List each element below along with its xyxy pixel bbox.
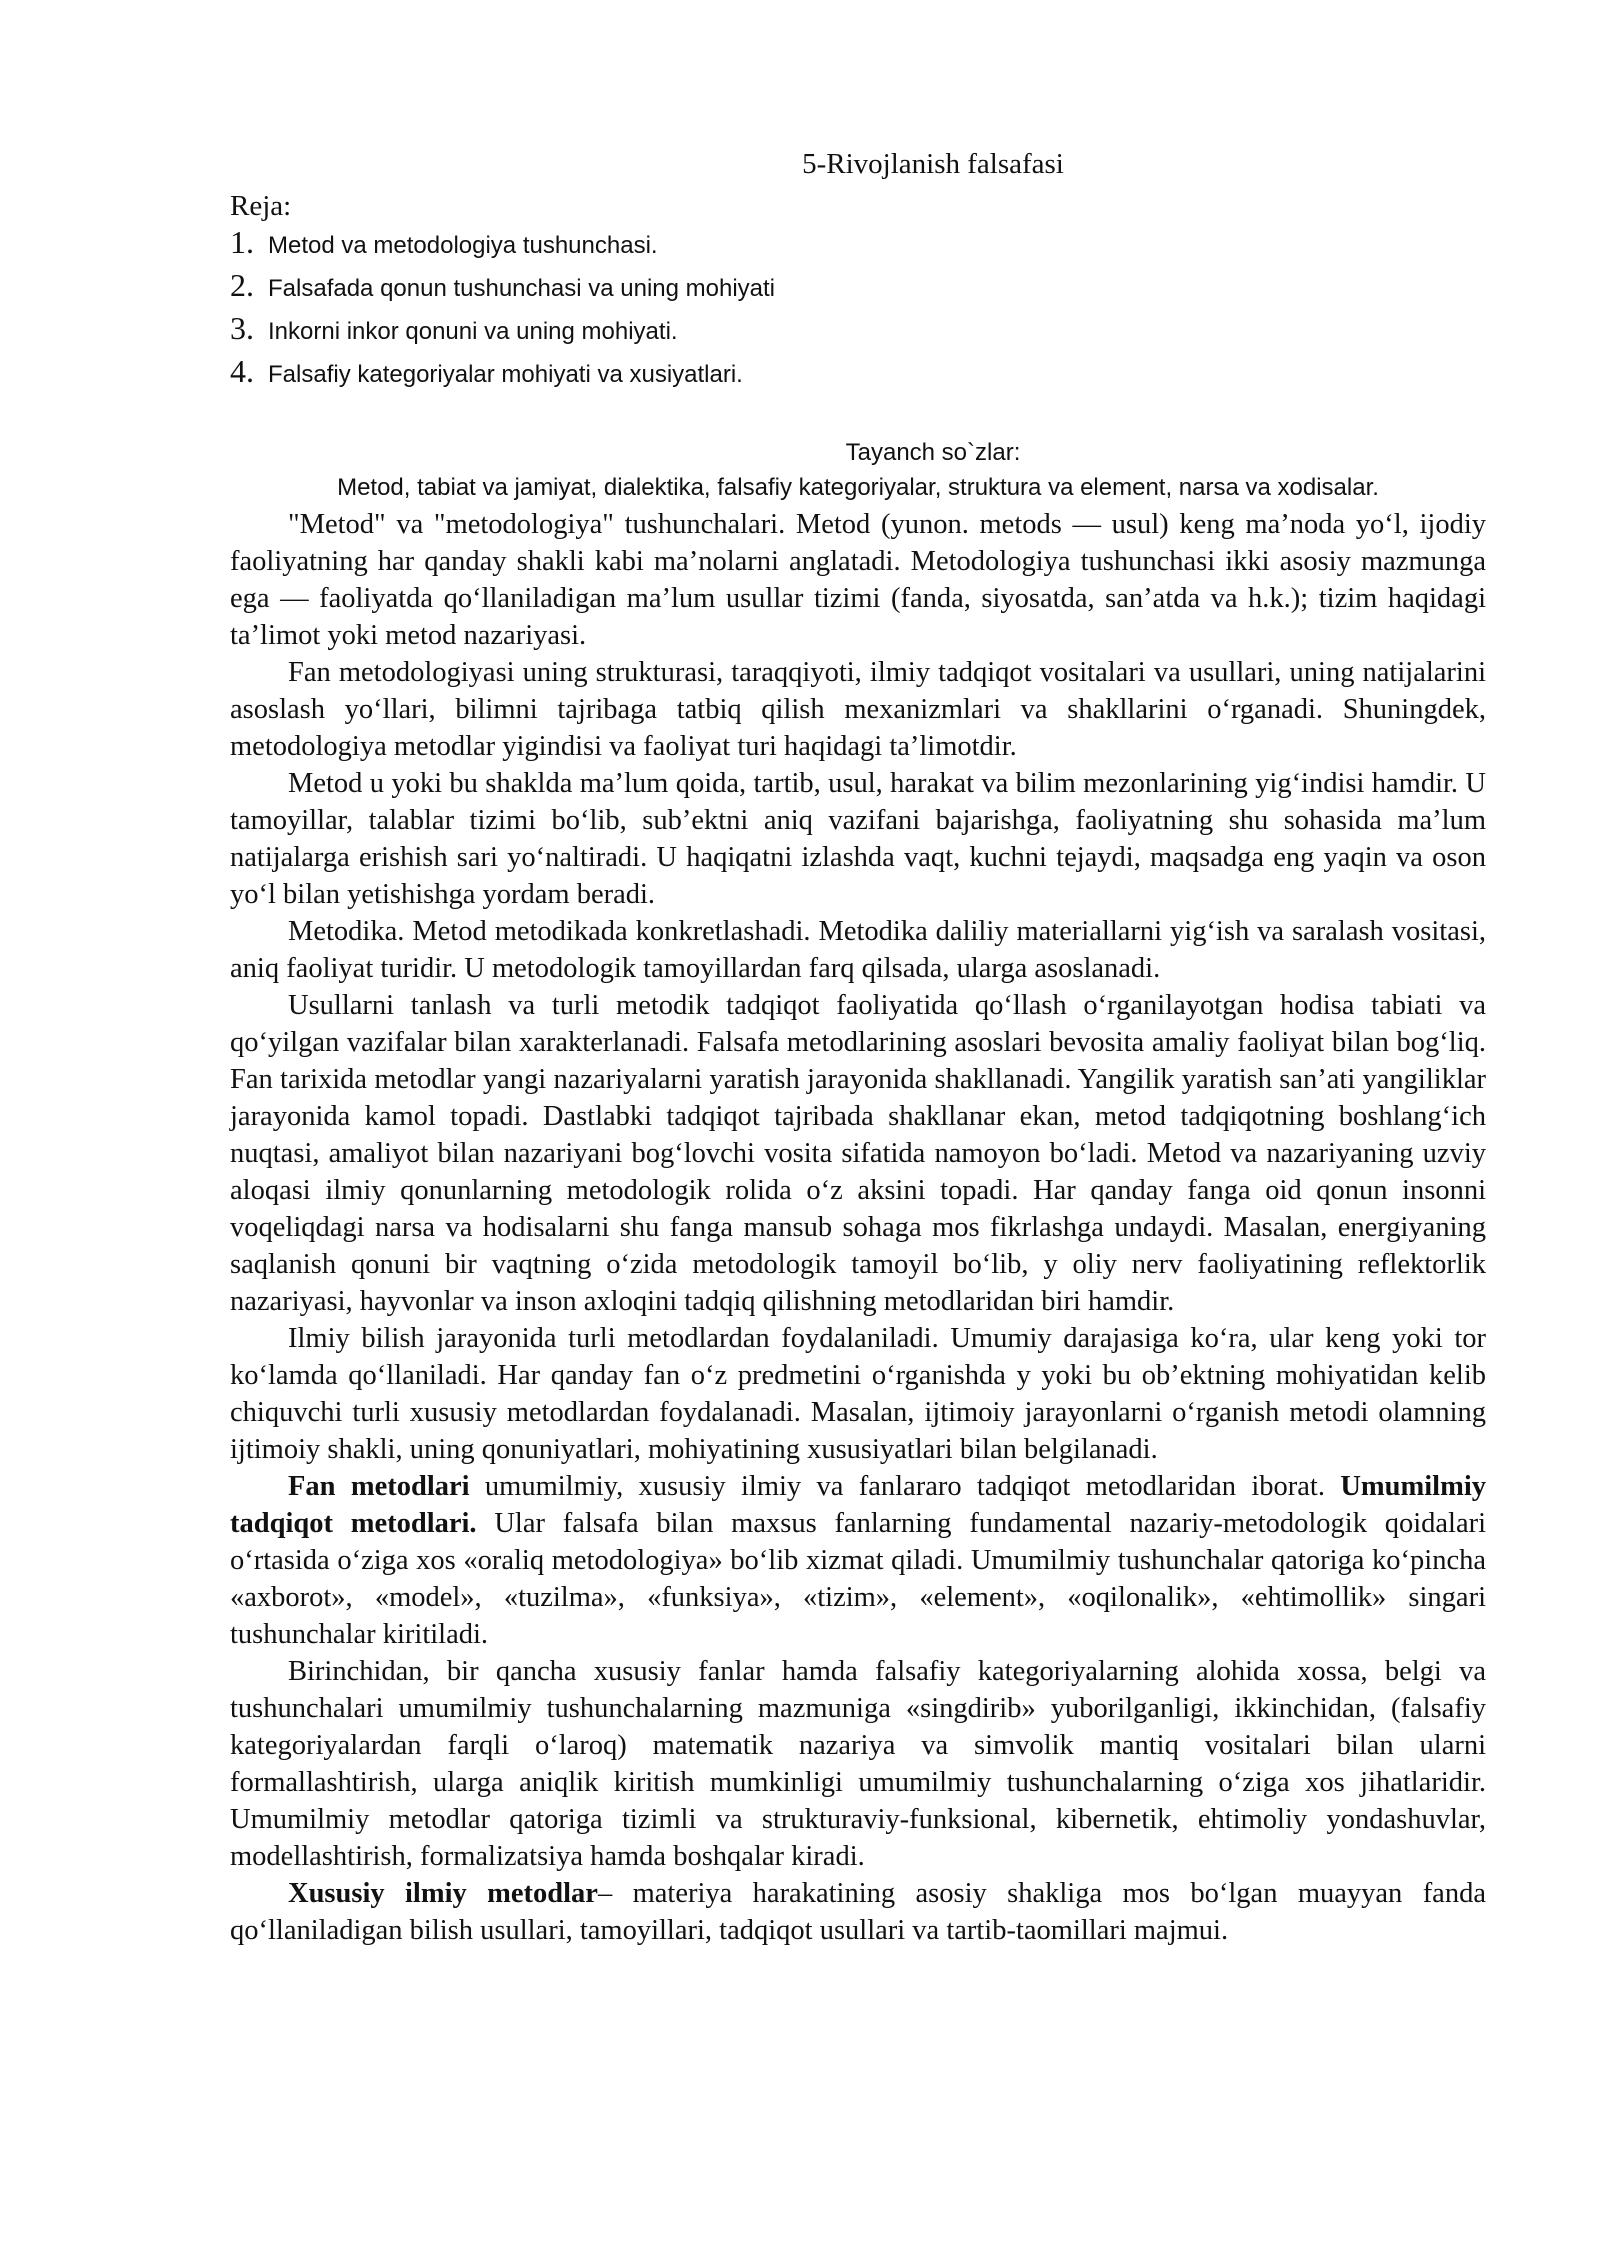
paragraph-text: umumilmiy, xususiy ilmiy va fanlararo tadqiqot metodlaridan iborat.: [469, 1471, 1341, 1502]
paragraph: Ilmiy bilish jarayonida turli metodlardan foydalaniladi. Umumiy darajasiga ko‘ra, ular keng yoki tor ko‘lamda qo‘llaniladi. Har qanday fan o‘z predmetini o‘rganishda y yoki bu ob’ektning mohiyatidan kelib chiquvchi turli xususiy metodlardan foydalanadi. Masalan, ijtimoiy jarayonlarni o‘rganish metodi olamning ijtimoiy shakli, uning qonuniyatlari, mohiyatining xususiyatlari bilan belgilanadi.: [230, 1323, 1486, 1465]
paragraph: Usullarni tanlash va turli metodik tadqiqot faoliyatida qo‘llash o‘rganilayotgan hodisa tabiati va qo‘yilgan vazifalar bilan xarakterlanadi. Falsafa metodlarining asoslari bevosita amaliy faoliyat bilan bog‘liq. Fan tarixida metodlar yangi nazariyalarni yaratish jarayonida shakllanadi. Yangilik yaratish san’ati yangiliklar jarayonida kamol topadi. Dastlabki tadqiqot tajribada shakllanar ekan, metod tadqiqotning boshlang‘ich nuqtasi, amaliyot bilan nazariyani bog‘lovchi vosita sifatida namoyon bo‘ladi. Metod va nazariyaning uzviy aloqasi ilmiy qonunlarning metodologik rolida o‘z aksini topadi. Har qanday fanga oid qonun insonni voqeliqdagi narsa va hodisalarni shu fanga mansub sohaga mos fikrlashga undaydi. Masalan, energiyaning saqlanish qonuni bir vaqtning o‘zida metodologik tamoyil bo‘lib, y oliy nerv faoliyatining reflektorlik nazariyasi, hayvonlar va inson axloqini tadqiq qilishning metodlaridan biri hamdir.: [230, 990, 1486, 1317]
plan-item: [230, 353, 1486, 396]
plan-item-number: 2.: [230, 267, 254, 303]
paragraph: "Metod" va "metodologiya" tushunchalari. Metod (yunon. metods — usul) keng ma’noda yo‘l, ijodiy faoliyatning har qanday shakli kabi ma’nolarni anglatadi. Metodologiya tushunchasi ikki asosiy mazmunga ega — faoliyatda qo‘llaniladigan ma’lum usullar tizimi (fanda, siyosatda, san’atda va h.k.); tizim haqidagi ta’limot yoki metod nazariyasi.: [230, 509, 1486, 651]
plan-list: [230, 224, 1486, 396]
paragraph-text: Ular falsafa bilan maxsus fanlarning fundamental nazariy-metodologik qoidalari o‘rtasida o‘ziga xos «oraliq metodologiya» bo‘lib xizmat qiladi. Umumilmiy tushunchalar qatoriga ko‘pincha «axborot», «model», «tuzilma», «funksiya», «tizim», «element», «oqilonalik», «ehtimollik» singari tushunchalar kiritiladi.: [230, 1508, 1487, 1650]
paragraph: Birinchidan, bir qancha xususiy fanlar hamda falsafiy kategoriyalarning alohida xossa, belgi va tushunchalari umumilmiy tushunchalarning mazmuniga «singdirib» yuborilganligi, ikkinchidan, (falsafiy kategoriyalardan farqli o‘laroq) matematik nazariya va simvolik mantiq vositalari bilan ularni formallashtirish, ularga aniqlik kiritish mumkinligi umumilmiy tushunchalarning o‘ziga xos jihatlaridir. Umumilmiy metodlar qatoriga tizimli va strukturaviy-funksional, kibernetik, ehtimoliy yondashuvlar, modellashtirish, formalizatsiya hamda boshqalar kiradi.: [230, 1656, 1486, 1872]
plan-item-number: 3.: [230, 310, 254, 346]
paragraph: Fan metodologiyasi uning strukturasi, taraqqiyoti, ilmiy tadqiqot vositalari va usullari, uning natijalarini asoslash yo‘llari, bilimni tajribaga tatbiq qilish mexanizmlari va shakllarini o‘rganadi. Shuningdek, metodologiya metodlar yigindisi va faoliyat turi haqidagi ta’limotdir.: [230, 657, 1486, 762]
plan-item-text: Metod va metodologiya tushunchasi.: [268, 232, 658, 259]
plan-item-number: 4.: [230, 353, 254, 389]
keywords-text: Metod, tabiat va jamiyat, dialektika, falsafiy kategoriyalar, struktura va element, narsa va xodisalar.: [337, 474, 1379, 501]
paragraph-xususiy-metodlar: [230, 1875, 1486, 1949]
plan-item-text: Inkorni inkor qonuni va uning mohiyati.: [268, 318, 678, 345]
bold-term: Umumilmiy tadqiqot metodlari.: [230, 1471, 1486, 1539]
plan-item-text: Falsafada qonun tushunchasi va uning mohiyati: [268, 275, 775, 302]
paragraph-text: – materiya harakatining asosiy shakliga mos bo‘lgan muayyan fanda qo‘llaniladigan bilish usullari, tamoyillari, tadqiqot usullari va tartib-taomillari majmui.: [230, 1878, 1486, 1946]
paragraph: Metod u yoki bu shaklda ma’lum qoida, tartib, usul, harakat va bilim mezonlarining yig‘indisi hamdir. U tamoyillar, talablar tizimi bo‘lib, sub’ektni aniq vazifani bajarishga, faoliyatning shu sohasida ma’lum natijalarga erishish sari yo‘naltiradi. U haqiqatni izlashda vaqt, kuchni tejaydi, maqsadga eng yaqin va oson yo‘l bilan yetishishga yordam beradi.: [230, 768, 1486, 910]
document-page: [230, 146, 1486, 1949]
plan-item: [230, 310, 1486, 353]
paragraph: Metodika. Metod metodikada konkretlashadi. Metodika daliliy materiallarni yig‘ish va saralash vositasi, aniq faoliyat turidir. U metodologik tamoyillardan farq qilsada, ularga asoslanadi.: [230, 916, 1486, 984]
document-title: 5-Rivojlanish falsafasi: [802, 148, 1064, 180]
plan-item-text: Falsafiy kategoriyalar mohiyati va xusiyatlari.: [268, 361, 743, 388]
plan-item: [230, 267, 1486, 310]
plan-heading: Reja:: [230, 190, 292, 222]
plan-item: [230, 224, 1486, 267]
paragraph-fan-metodlari: [230, 1468, 1486, 1653]
plan-item-number: 1.: [230, 224, 254, 260]
keywords-heading: Tayanch so`zlar:: [845, 439, 1021, 466]
bold-term: Fan metodlari: [288, 1471, 470, 1502]
bold-term: Xususiy ilmiy metodlar: [288, 1878, 598, 1909]
